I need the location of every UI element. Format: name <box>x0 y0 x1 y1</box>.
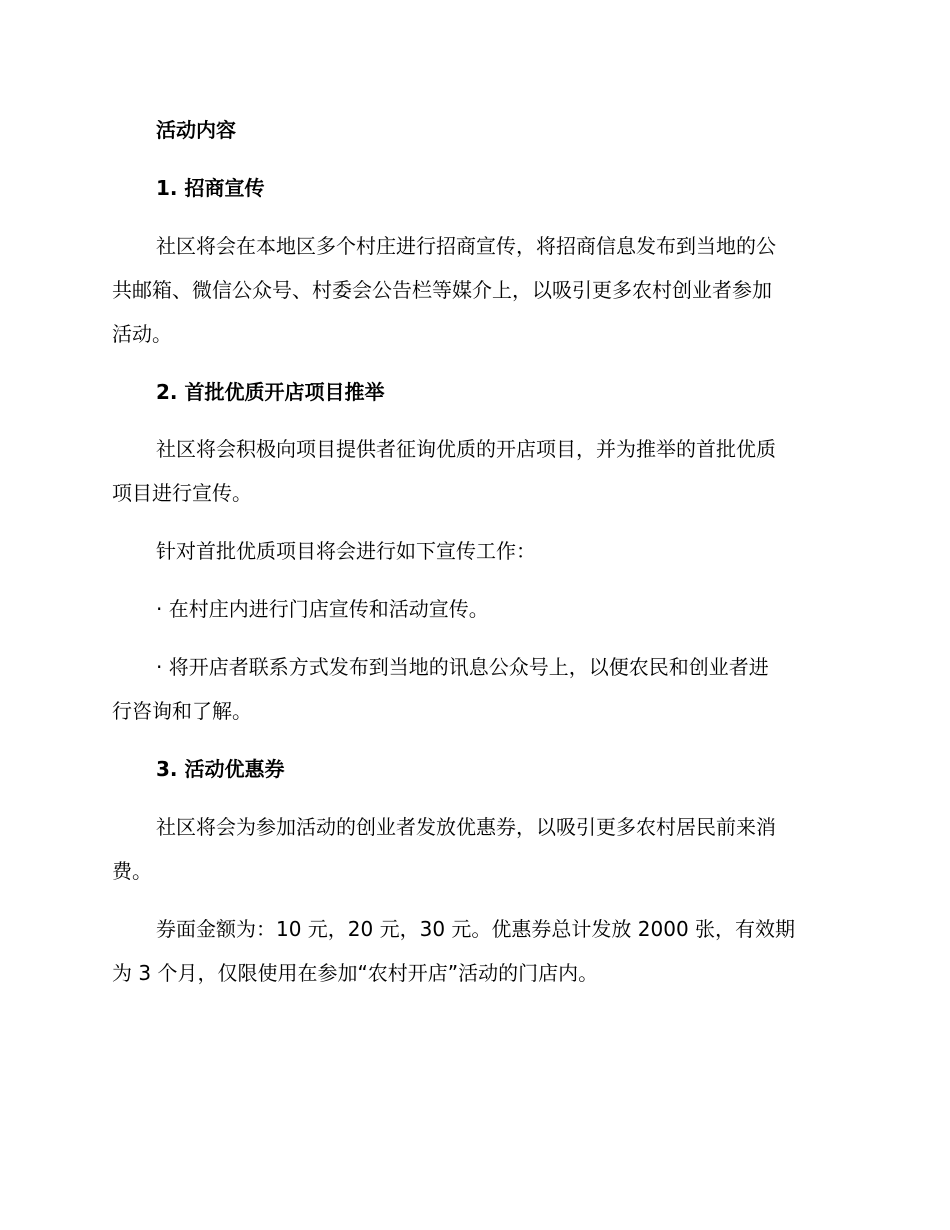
heading-3: 3. 活动优惠券 <box>156 757 285 781</box>
paragraph-5-line-1: 券面金额为：10 元，20 元，30 元。优惠券总计发放 2000 张，有效期 <box>156 917 796 941</box>
paragraph-1-line-1: 社区将会在本地区多个村庄进行招商宣传，将招商信息发布到当地的公 <box>156 234 776 258</box>
section-title: 活动内容 <box>156 118 236 142</box>
paragraph-4-line-2: 费。 <box>112 859 152 883</box>
paragraph-2-line-2: 项目进行宣传。 <box>112 481 252 505</box>
paragraph-4-line-1: 社区将会为参加活动的创业者发放优惠券，以吸引更多农村居民前来消 <box>156 815 776 839</box>
heading-2: 2. 首批优质开店项目推举 <box>156 380 385 404</box>
paragraph-1-line-2: 共邮箱、微信公众号、村委会公告栏等媒介上，以吸引更多农村创业者参加 <box>112 278 772 302</box>
bullet-2-line-2: 行咨询和了解。 <box>112 699 252 723</box>
paragraph-2-line-1: 社区将会积极向项目提供者征询优质的开店项目，并为推举的首批优质 <box>156 437 776 461</box>
paragraph-3: 针对首批优质项目将会进行如下宣传工作： <box>156 539 536 563</box>
paragraph-1-line-3: 活动。 <box>112 322 172 346</box>
bullet-2-line-1: · 将开店者联系方式发布到当地的讯息公众号上，以便农民和创业者进 <box>156 655 769 679</box>
paragraph-5-line-2: 为 3 个月，仅限使用在参加“农村开店”活动的门店内。 <box>112 961 599 985</box>
bullet-1: · 在村庄内进行门店宣传和活动宣传。 <box>156 597 489 621</box>
heading-1: 1. 招商宣传 <box>156 176 265 200</box>
